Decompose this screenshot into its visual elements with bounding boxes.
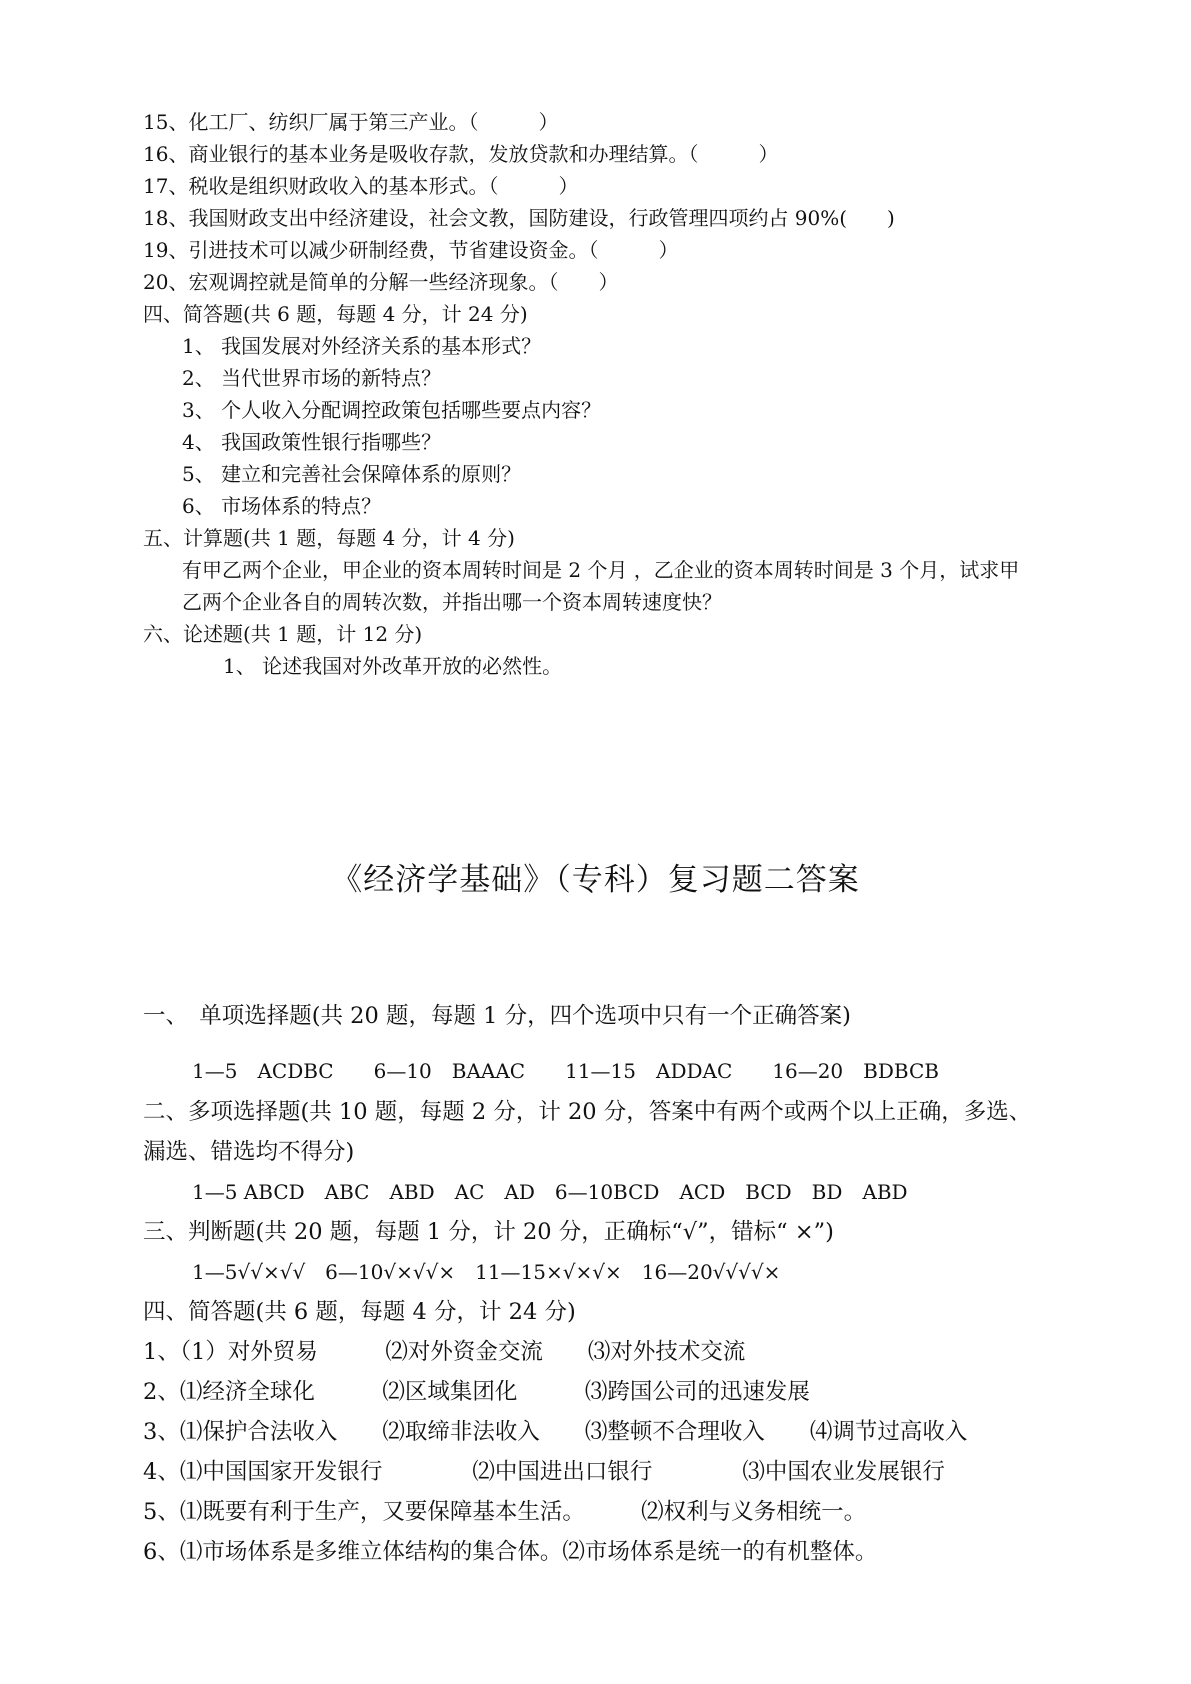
short-answer-answer-3: 3、⑴保护合法收入 ⑵取缔非法收入 ⑶整顿不合理收入 ⑷调节过高收入 bbox=[143, 1419, 968, 1445]
short-answer-answer-6: 6、⑴市场体系是多维立体结构的集合体。⑵市场体系是统一的有机整体。 bbox=[143, 1539, 878, 1565]
calc-heading: 五、计算题(共 1 题，每题 4 分，计 4 分) bbox=[143, 526, 515, 550]
multi-choice-heading-line-1: 二、多项选择题(共 10 题，每题 2 分，计 20 分，答案中有两个或两个以上正确，多选、 bbox=[143, 1099, 1032, 1125]
short-answer-answer-5: 5、⑴既要有利于生产，又要保障基本生活。 ⑵权利与义务相统一。 bbox=[143, 1499, 867, 1525]
short-answer-item-3: 3、 个人收入分配调控政策包括哪些要点内容？ bbox=[182, 398, 602, 422]
judgement-item-15: 15、化工厂、纺织厂属于第三产业。（ ） bbox=[143, 110, 559, 134]
short-answer-item-6: 6、 市场体系的特点？ bbox=[182, 494, 382, 518]
judgement-answer-heading: 三、判断题(共 20 题，每题 1 分，计 20 分，正确标“√”，错标“ ×”) bbox=[143, 1219, 834, 1245]
single-choice-answers: 1—5 ACDBC 6—10 BAAAC 11—15 ADDAC 16—20 BDBCB bbox=[192, 1059, 939, 1083]
judgement-item-19: 19、引进技术可以减少研制经费，节省建设资金。（ ） bbox=[143, 238, 679, 262]
calc-question-line-1: 有甲乙两个企业，甲企业的资本周转时间是 2 个月 ，乙企业的资本周转时间是 3 个月，试求甲 bbox=[182, 558, 1020, 582]
short-answer-item-1: 1、 我国发展对外经济关系的基本形式？ bbox=[182, 334, 542, 358]
essay-heading: 六、论述题(共 1 题，计 12 分) bbox=[143, 622, 423, 646]
answer-title: 《经济学基础》（专科）复习题二答案 bbox=[331, 862, 860, 898]
essay-item-1: 1、 论述我国对外改革开放的必然性。 bbox=[223, 654, 563, 678]
short-answer-answer-4: 4、⑴中国国家开发银行 ⑵中国进出口银行 ⑶中国农业发展银行 bbox=[143, 1459, 945, 1485]
judgement-item-17: 17、税收是组织财政收入的基本形式。（ ） bbox=[143, 174, 579, 198]
multi-choice-answers: 1—5 ABCD ABC ABD AC AD 6—10BCD ACD BCD BD ABD bbox=[192, 1180, 908, 1204]
short-answer-item-5: 5、 建立和完善社会保障体系的原则？ bbox=[182, 462, 522, 486]
short-answer-answer-2: 2、⑴经济全球化 ⑵区域集团化 ⑶跨国公司的迅速发展 bbox=[143, 1379, 810, 1405]
short-answer-answer-heading: 四、简答题(共 6 题，每题 4 分，计 24 分) bbox=[143, 1299, 576, 1325]
short-answer-item-4: 4、 我国政策性银行指哪些？ bbox=[182, 430, 442, 454]
short-answer-item-2: 2、 当代世界市场的新特点？ bbox=[182, 366, 442, 390]
single-choice-heading: 一、 单项选择题(共 20 题，每题 1 分，四个选项中只有一个正确答案) bbox=[143, 1003, 851, 1029]
calc-question-line-2: 乙两个企业各自的周转次数，并指出哪一个资本周转速度快？ bbox=[182, 590, 722, 614]
short-answer-answer-1: 1、（1）对外贸易 ⑵对外资金交流 ⑶对外技术交流 bbox=[143, 1339, 746, 1365]
short-answer-heading: 四、简答题(共 6 题，每题 4 分，计 24 分) bbox=[143, 302, 528, 326]
judgement-item-16: 16、商业银行的基本业务是吸收存款，发放贷款和办理结算。（ ） bbox=[143, 142, 779, 166]
judgement-item-20: 20、宏观调控就是简单的分解一些经济现象。（ ） bbox=[143, 270, 619, 294]
judgement-item-18: 18、我国财政支出中经济建设，社会文教，国防建设，行政管理四项约占 90%( ) bbox=[143, 206, 895, 230]
judgement-answers: 1—5√√×√√ 6—10√×√√× 11—15×√×√× 16—20√√√√× bbox=[192, 1260, 781, 1284]
multi-choice-heading-line-2: 漏选、错选均不得分) bbox=[143, 1139, 355, 1165]
